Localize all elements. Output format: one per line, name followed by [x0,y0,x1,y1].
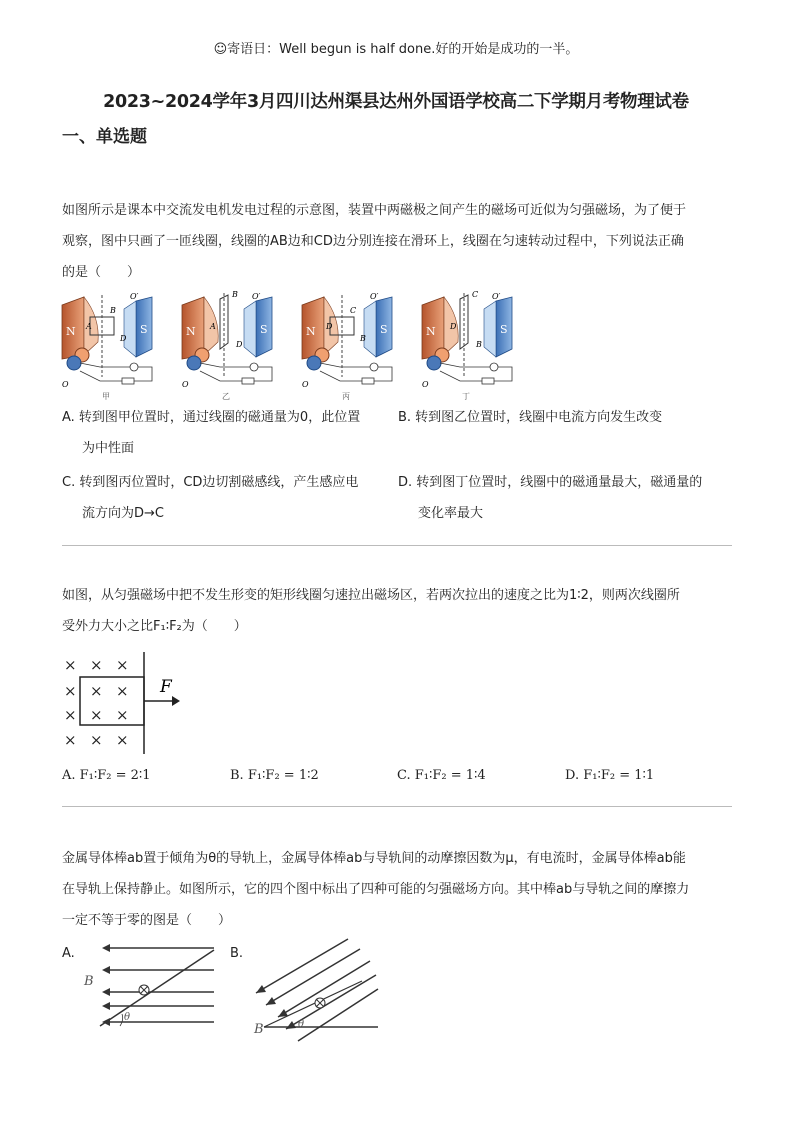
south-label: S [140,323,148,336]
meter [250,363,258,371]
field-label: B [84,974,94,989]
cross: × [116,731,129,749]
question-1-option-b[interactable]: B. 转到图乙位置时，线圈中电流方向发生改变 [398,410,663,425]
circuit [80,363,152,381]
slip-ring [427,356,441,370]
question-3-line: 一定不等于零的图是（ ） [62,913,232,928]
coil-label: B [360,334,366,343]
cross: × [90,682,103,700]
page-title: 2023~2024学年3月四川达州渠县达州外国语学校高二下学期月考物理试卷 [103,92,689,112]
question-3-line: 在导轨上保持静止。如图所示，它的四个图中标出了四种可能的匀强磁场方向。其中棒ab与导轨之间的摩擦力 [62,882,690,897]
circuit [440,363,512,381]
question-1-line: 观察，图中只画了一匝线圈，线圈的AB边和CD边分别连接在滑环上，线圈在匀速转动过程中，下列说法正确 [62,234,684,249]
south-label: S [500,323,508,336]
figure-jia [62,292,152,401]
axis-label: O [62,380,69,389]
divider [62,806,732,807]
field-label: B [254,1022,264,1037]
axis-label: O [182,380,189,389]
coil-label: D [326,322,333,331]
coil-label: D [236,340,243,349]
option-text: 流方向为D→C [82,506,164,521]
question-3-line: 金属导体棒ab置于倾角为θ的导轨上，金属导体棒ab与导轨间的动摩擦因数为μ，有电流时，金属导体棒ab能 [62,851,686,866]
north-label: N [306,325,316,338]
divider [62,545,732,546]
cross: × [116,656,129,674]
question-3-stem [62,843,734,936]
figure-caption: 丙 [342,392,350,401]
coil-label: D [450,322,457,331]
cross: × [64,731,77,749]
generator-figures [60,287,530,405]
cross: × [64,706,77,724]
coil-label: B [110,306,116,315]
meter [130,363,138,371]
question-3-option-b[interactable]: B. [230,946,244,961]
pole-face [484,301,496,357]
slip-ring [67,356,81,370]
figure-caption: 丁 [462,392,470,401]
figure-caption: 甲 [102,392,110,401]
angle-label: θ [124,1012,131,1023]
section-heading: 一、单选题 [62,127,147,147]
coil-label: C [472,290,479,299]
question-2-option-b[interactable]: B. F₁∶F₂ = 1∶2 [230,768,319,783]
meter [490,363,498,371]
angle-arc [120,1014,123,1026]
question-3-option-a[interactable]: A. [62,946,75,961]
cross: × [116,682,129,700]
field-lines [104,948,214,1022]
coil-label: D [120,334,127,343]
slip-ring [307,356,321,370]
axis-label: O′ [130,292,139,301]
figure-ding [422,290,512,401]
cross: × [90,731,103,749]
question-2-line: 如图，从匀强磁场中把不发生形变的矩形线圈匀速拉出磁场区，若两次拉出的速度之比为1∶2，则两次线圈所 [62,588,680,603]
angle-label: θ [298,1019,305,1030]
incline-rail [264,981,362,1027]
question-2-option-d[interactable]: D. F₁∶F₂ = 1∶1 [565,768,655,783]
cross: × [116,706,129,724]
cross: × [90,706,103,724]
coil-label: C [350,306,357,315]
question-1-option-d[interactable] [398,467,702,529]
pole-face [124,301,136,357]
question-2-line: 受外力大小之比F₁∶F₂为（ ） [62,619,247,634]
axis-label: O′ [370,292,379,301]
figure-caption: 乙 [222,392,230,401]
arrowhead-icon [172,696,180,706]
north-label: N [426,325,436,338]
circuit [200,363,272,381]
south-label: S [260,323,268,336]
figure-bing [302,292,392,401]
axis-label: O [302,380,309,389]
question-1-line: 的是（ ） [62,265,141,280]
meter [370,363,378,371]
south-label: S [380,323,388,336]
question-1-option-c[interactable] [62,467,358,529]
option-text: C. 转到图丙位置时，CD边切割磁感线，产生感应电 [62,475,359,490]
north-label: N [186,325,196,338]
cross: × [90,656,103,674]
resistor [122,378,134,384]
slip-ring [187,356,201,370]
incline-figure-b [252,935,382,1045]
pole-face [364,301,376,357]
axis-label: O′ [252,292,261,301]
question-1-line: 如图所示是课本中交流发电机发电过程的示意图，装置中两磁极之间产生的磁场可近似为匀强磁场，为了便于 [62,203,687,218]
incline-figure-a [80,940,220,1040]
coil-label: B [232,290,238,299]
figure-yi [182,290,272,401]
option-text: 变化率最大 [418,506,484,521]
question-1-option-a[interactable] [62,402,360,464]
resistor [482,378,494,384]
cross: × [64,656,77,674]
field-crosses [64,656,129,749]
resistor [242,378,254,384]
axis-label: O′ [492,292,501,301]
option-text: A. 转到图甲位置时，通过线圈的磁通量为0，此位置 [62,410,361,425]
question-2-option-c[interactable]: C. F₁∶F₂ = 1∶4 [397,768,486,783]
question-1-stem [62,195,734,288]
field-lines [256,939,378,1041]
north-label: N [66,325,76,338]
coil-label: A [210,322,216,331]
option-text: D. 转到图丁位置时，线圈中的磁通量最大，磁通量的 [398,475,703,490]
coil-label: A [86,322,92,331]
coil-label: B [476,340,482,349]
question-2-option-a[interactable]: A. F₁∶F₂ = 2∶1 [62,768,151,783]
arrowhead-icon [102,944,110,1026]
incline-rail [100,950,214,1026]
resistor [362,378,374,384]
option-text: 为中性面 [82,441,135,456]
force-label: F [160,677,172,697]
axis-label: O [422,380,429,389]
motto: ☺寄语日：Well begun is half done.好的开始是成功的一半。 [213,42,579,57]
question-2-stem [62,580,734,642]
magnetic-field-figure [60,650,190,756]
cross: × [64,682,77,700]
circuit [320,363,392,381]
pole-face [244,301,256,357]
